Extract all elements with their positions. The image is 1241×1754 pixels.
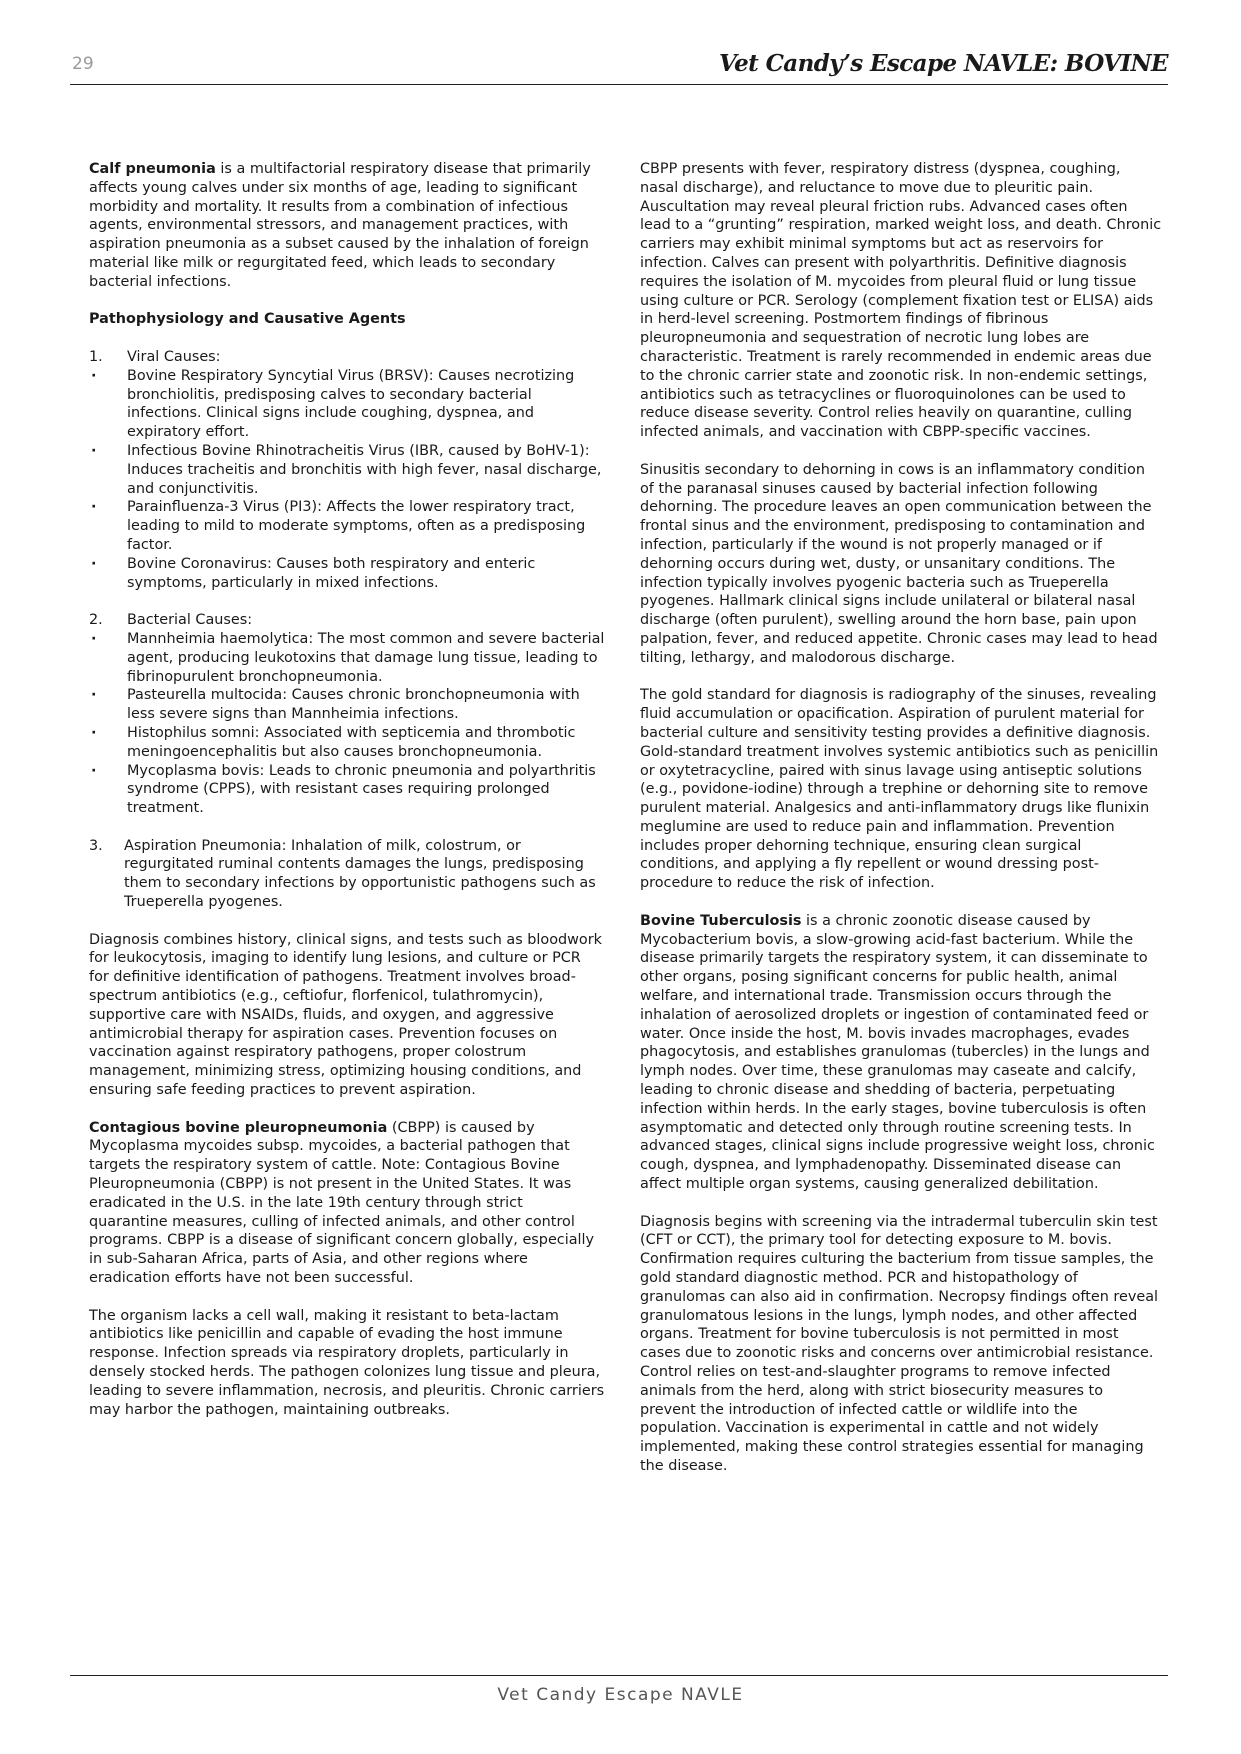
list-number: 1. — [89, 348, 103, 365]
footer-divider — [70, 1675, 1168, 1676]
tuberculosis-text: is a chronic zoonotic disease caused by Mycobacterium bovis, a slow-growing acid-fast bacterium. While the disease primarily targets the respiratory system, it can disseminate to other organs, posing significant concerns for public health, animal welfare, and international trade. Transmission occurs through the inhalation of aerosolized droplets or ingestion of contaminated feed or water. Once inside the host, M. bovis invades macrophages, evades phagocytosis, and establishes granulomas (tubercles) in the lungs and lymph nodes. Over time, these granulomas may caseate and calcify, leading to chronic disease and shedding of bacteria, perpetuating infection within herds. In the early stages, bovine tuberculosis is often asymptomatic and detected only through routine screening tests. In advanced stages, clinical signs include progressive weight loss, chronic cough, dyspnea, and lymphadenopathy. Disseminated disease can affect multiple organ systems, causing generalized debilitation. — [640, 912, 1155, 1193]
organism-paragraph: The organism lacks a cell wall, making it resistant to beta-lactam antibiotics like penicillin and capable of evading the host immune response. Infection spreads via respiratory droplets, particularly in densely stocked herds. The pathogen colonizes lung tissue and pleura, leading to severe inflammation, necrosis, and pleuritis. Chronic carriers may harbor the pathogen, maintaining outbreaks. — [89, 1307, 605, 1418]
diagnosis-paragraph: Diagnosis combines history, clinical signs, and tests such as bloodwork for leukocytosis, imaging to identify lung lesions, and culture or PCR for definitive identification of pathogens. Treatment involves broad-spectrum antibiotics (e.g., ceftiofur, florfenicol, tulathromycin), supportive care with NSAIDs, fluids, and oxygen, and aggressive antimicrobial therapy for aspiration cases. Prevention focuses on vaccination against respiratory pathogens, proper colostrum management, minimizing stress, optimizing housing conditions, and ensuring safe feeding practices to prevent aspiration. — [89, 931, 602, 1099]
list-item: · Infectious Bovine Rhinotracheitis Virus (IBR, caused by BoHV-1): Induces tracheitis and bronchitis with high fever, nasal discharge, and conjunctivitis. — [89, 442, 605, 498]
cbpp-text: (CBPP) is caused by Mycoplasma mycoides subsp. mycoides, a bacterial pathogen that targets the respiratory system of cattle. Note: Contagious Bovine Pleuropneumonia (CBPP) is not present in the United States. It was eradicated in the U.S. in the late 19th century through strict quarantine measures, culling of infected animals, and other control programs. CBPP is a disease of significant concern globally, especially in sub-Saharan Africa, parts of Asia, and other regions where eradication efforts have not been successful. — [89, 1119, 595, 1287]
cbpp-term: Contagious bovine pleuropneumonia — [89, 1119, 388, 1136]
page-number: 29 — [72, 54, 94, 74]
viral-causes-list — [89, 367, 605, 593]
bacterial-causes-title: Bacterial Causes: — [127, 612, 253, 629]
viral-causes-section — [89, 348, 605, 592]
list-item: · Mycoplasma bovis: Leads to chronic pneumonia and polyarthritis syndrome (CPPS), with resistant cases requiring prolonged treatment. — [89, 762, 605, 818]
calf-pneumonia-paragraph — [89, 160, 605, 292]
left-column — [89, 160, 605, 1438]
list-item: · Parainfluenza-3 Virus (PI3): Affects the lower respiratory tract, leading to mild to moderate symptoms, often as a predisposing factor. — [89, 498, 605, 554]
list-item: · Mannheimia haemolytica: The most common and severe bacterial agent, producing leukotoxins that damage lung tissue, leading to fibrinopurulent bronchopneumonia. — [89, 630, 605, 686]
pathophysiology-heading: Pathophysiology and Causative Agents — [89, 311, 406, 328]
bacterial-causes-list — [89, 630, 605, 818]
cbpp-paragraph — [89, 1119, 605, 1288]
document-title: Vet Candy’s Escape NAVLE: BOVINE — [719, 50, 1168, 77]
calf-pneumonia-text: is a multifactorial respiratory disease that primarily affects young calves under six months of age, leading to significant morbidity and mortality. It results from a combination of infectious agents, environmental stressors, and management practices, with aspiration pneumonia as a subset caused by the inhalation of foreign material like milk or regurgitated feed, which leads to secondary bacterial infections. — [89, 161, 591, 290]
aspiration-pneumonia-item — [89, 837, 605, 912]
viral-causes-title: Viral Causes: — [127, 348, 221, 365]
tuberculosis-paragraph — [640, 912, 1162, 1194]
list-number: 3. — [89, 837, 103, 854]
list-item: · Histophilus somni: Associated with septicemia and thrombotic meningoencephalitis but also causes bronchopneumonia. — [89, 724, 605, 762]
list-number: 2. — [89, 612, 103, 629]
tuberculosis-diagnosis-paragraph: Diagnosis begins with screening via the intradermal tuberculin skin test (CFT or CCT), the primary tool for detecting exposure to M. bovis. Confirmation requires culturing the bacterium from tissue samples, the gold standard diagnostic method. PCR and histopathology of granulomas can also aid in confirmation. Necropsy findings often reveal granulomatous lesions in the lungs, lymph nodes, and other affected organs. Treatment for bovine tuberculosis is not permitted in most cases due to zoonotic risks and concerns over antimicrobial resistance. Control relies on test-and-slaughter programs to remove infected animals from the herd, along with strict biosecurity measures to prevent the introduction of infected cattle or wildlife into the population. Vaccination is experimental in cattle and not widely implemented, making these control strategies essential for managing the disease. — [640, 1213, 1159, 1474]
bacterial-causes-section — [89, 611, 605, 818]
aspiration-pneumonia-text: Aspiration Pneumonia: Inhalation of milk, colostrum, or regurgitated ruminal contents damages the lungs, predisposing them to secondary infections by opportunistic pathogens such as Trueperella pyogenes. — [124, 837, 596, 911]
cbpp-signs-paragraph: CBPP presents with fever, respiratory distress (dyspnea, coughing, nasal discharge), and reluctance to move due to pleuritic pain. Auscultation may reveal pleural friction rubs. Advanced cases often lead to a “grunting” respiration, marked weight loss, and death. Chronic carriers may exhibit minimal symptoms but act as reservoirs for infection. Calves can present with polyarthritis. Definitive diagnosis requires the isolation of M. mycoides from pleural fluid or lung tissue using culture or PCR. Serology (complement fixation test or ELISA) aids in herd-level screening. Postmortem findings of fibrinous pleuropneumonia and sequestration of necrotic lung lobes are characteristic. Treatment is rarely recommended in endemic areas due to the chronic carrier state and zoonotic risk. In non-endemic settings, antibiotics such as tetracyclines or fluoroquinolones can be used to reduce disease severity. Control relies heavily on quarantine, culling infected animals, and vaccination with CBPP-specific vaccines. — [640, 161, 1162, 441]
page-footer: Vet Candy Escape NAVLE — [497, 1685, 744, 1705]
right-column — [640, 160, 1162, 1495]
list-item: · Bovine Coronavirus: Causes both respiratory and enteric symptoms, particularly in mixed infections. — [89, 555, 605, 593]
page-header — [70, 48, 1168, 85]
list-item: · Bovine Respiratory Syncytial Virus (BRSV): Causes necrotizing bronchiolitis, predisposing calves to secondary bacterial infections. Clinical signs include coughing, dyspnea, and expiratory effort. — [89, 367, 605, 442]
sinusitis-paragraph: Sinusitis secondary to dehorning in cows is an inflammatory condition of the paranasal sinuses caused by bacterial infection following dehorning. The procedure leaves an open communication between the frontal sinus and the environment, predisposing to contamination and infection, particularly if the wound is not properly managed or if dehorning occurs during wet, dusty, or unsanitary conditions. The infection typically involves pyogenic bacteria such as Trueperella pyogenes. Hallmark clinical signs include unilateral or bilateral nasal discharge (often purulent), swelling around the horn base, pain upon palpation, fever, and reduced appetite. Chronic cases may lead to head tilting, lethargy, and malodorous discharge. — [640, 461, 1158, 666]
tuberculosis-term: Bovine Tuberculosis — [640, 912, 802, 929]
calf-pneumonia-term: Calf pneumonia — [89, 161, 216, 177]
sinusitis-diagnosis-paragraph: The gold standard for diagnosis is radiography of the sinuses, revealing fluid accumulation or opacification. Aspiration of purulent material for bacterial culture and sensitivity testing provides a definitive diagnosis. Gold-standard treatment involves systemic antibiotics such as penicillin or oxytetracycline, paired with sinus lavage using antiseptic solutions (e.g., povidone-iodine) through a trephine or dehorning site to remove purulent material. Analgesics and anti-inflammatory drugs like flunixin meglumine are used to reduce pain and inflammation. Prevention includes proper dehorning technique, ensuring clean surgical conditions, and applying a fly repellent or wound dressing post-procedure to reduce the risk of infection. — [640, 687, 1159, 892]
list-item: · Pasteurella multocida: Causes chronic bronchopneumonia with less severe signs than Mannheimia infections. — [89, 686, 605, 724]
